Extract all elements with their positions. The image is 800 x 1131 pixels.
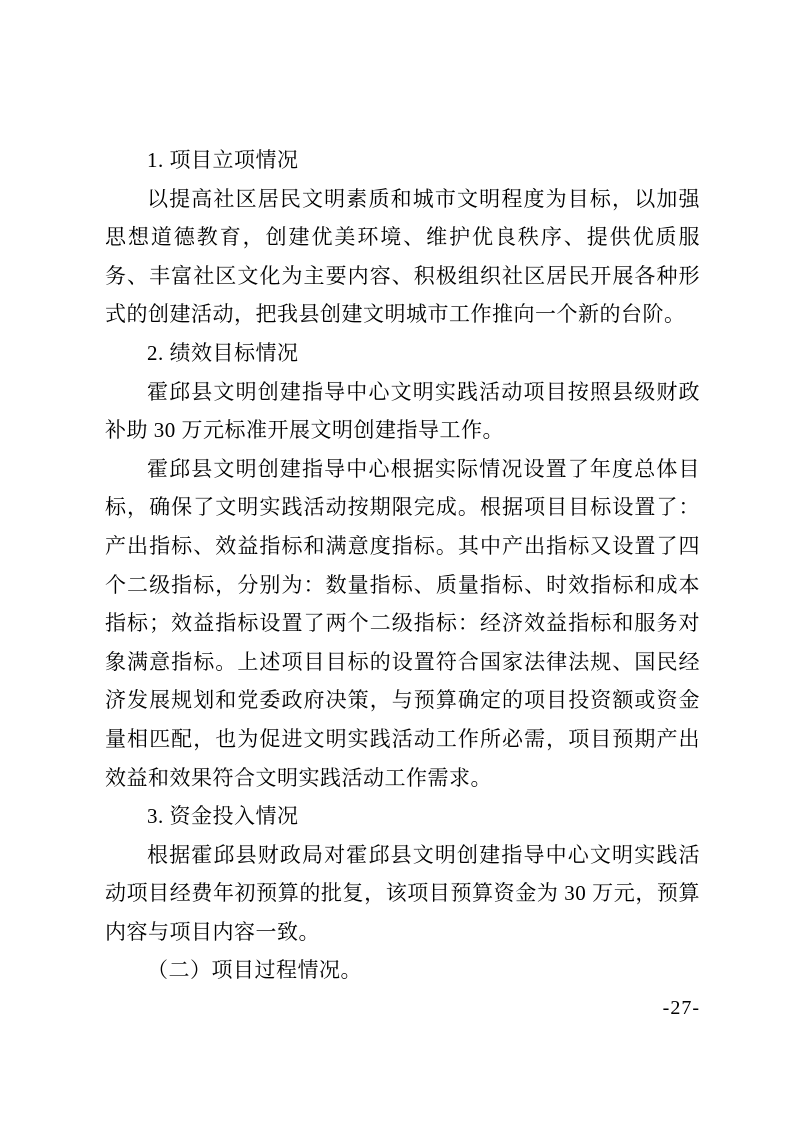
heading-project-process: （二）项目过程情况。 — [147, 958, 362, 983]
document-body — [105, 141, 700, 990]
heading-performance-target: 2. 绩效目标情况 — [147, 340, 299, 365]
page-number: -27- — [662, 997, 700, 1019]
heading-project-initiation: 1. 项目立项情况 — [147, 148, 299, 172]
para-target-setting: 霍邱县文明创建指导中心根据实际情况设置了年度总体目标，确保了文明实践活动按期限完成。根据项目目标设置了：产出指标、效益指标和满意度指标。其中产出指标又设置了四个二级指标，分别为：数量指标、质量指标、时效指标和成本指标；效益指标设置了两个二级指标：经济效益指标和服务对象满意指标。上述项目目标的设置符合国家法律法规、国民经济发展规划和党委政府决策，与预算确定的项目投资额或资金量相匹配，也为促进文明实践活动工作所必需，项目预期产出效益和效果符合文明实践活动工作需求。 — [105, 456, 700, 790]
para-fund-input: 根据霍邱县财政局对霍邱县文明创建指导中心文明实践活动项目经费年初预算的批复，该项目预算资金为 30 万元，预算内容与项目内容一致。 — [105, 842, 700, 944]
heading-fund-input: 3. 资金投入情况 — [147, 804, 299, 829]
para-project-initiation: 以提高社区居民文明素质和城市文明程度为目标，以加强思想道德教育，创建优美环境、维护优良秩序、提供优质服务、丰富社区文化为主要内容、积极组织社区居民开展各种形式的创建活动，把我县创建文明城市工作推向一个新的台阶。 — [105, 186, 700, 327]
para-budget-standard: 霍邱县文明创建指导中心文明实践活动项目按照县级财政补助 30 万元标准开展文明创建指导工作。 — [105, 379, 700, 443]
